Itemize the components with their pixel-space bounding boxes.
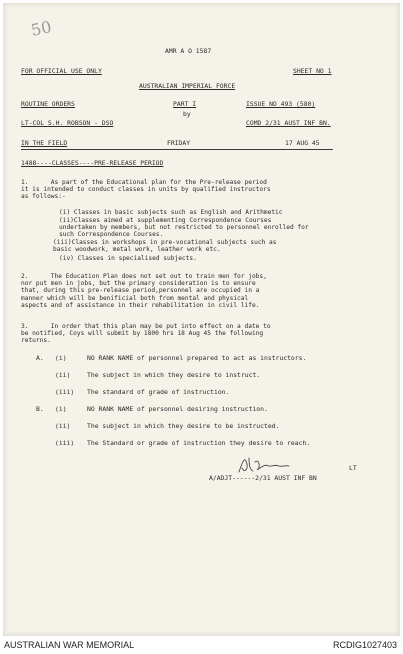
paragraph-2: 2. The Education Plan does not set out to train men for jobs, nor put men in jobs, but the primary consideration is to ensure that, during this pre-release period,personnel are occupied in a manner which will be benificial both from mental and physical aspects and of assistance in their rehabilitation in civil life. (21, 273, 267, 309)
archive-footer (0, 636, 403, 654)
signature-block: A/ADJT------2/31 AUST INF BN (209, 474, 317, 482)
footer-institution: AUSTRALIAN WAR MEMORIAL (4, 640, 135, 650)
location-label: IN THE FIELD (21, 139, 68, 147)
by-label: by (183, 110, 191, 118)
routine-orders-label: ROUTINE ORDERS (21, 100, 75, 108)
officer-name: LT-COL S.H. ROBSON - DSO (21, 119, 114, 127)
paragraph-3: 3. In order that this plan may be put into effect on a date to be notified, Coys will submit by 1800 hrs 18 Aug 45 the following returns. (21, 323, 271, 345)
part-label: PART I (173, 100, 197, 108)
footer-record-id: RCDIG1027403 (332, 640, 397, 650)
section-a-item-3-text: The standard of grade of instruction. (87, 388, 230, 396)
amr-reference: AMR A O 1587 (165, 47, 212, 55)
class-item-2-text: (ii)Classes aimed at supplementing Correspondence Courses undertaken by members, but not restricted to personnel enrolled for such Correspondence Courses. (59, 217, 309, 239)
paragraph-1: 1. As part of the Educational plan for the Pre-release period it is intended to conduct classes in units by qualified instructors as follows:- (21, 179, 271, 201)
section-b-item-1-num: (i) (55, 405, 67, 413)
section-b-item-2-text: The subject in which they desire to be instructed. (87, 422, 280, 430)
section-b-item-3-text: The Standard or grade of instruction they desire to reach. (87, 439, 311, 447)
class-item-4: (iv) Classes in specialised subjects. (59, 255, 197, 262)
section-a-label: A. (36, 354, 44, 362)
signature-rank: LT (349, 464, 357, 472)
class-item-3-text: (iii)Classes in workshops in pre-vocational subjects such as basic woodwork, metal work, leather work etc. (53, 239, 277, 254)
sheet-number: SHEET NO 1 (293, 67, 332, 75)
order-subject: 1488----CLASSES----PRE-RELEASE PERIOD (21, 159, 164, 167)
command-label: COMD 2/31 AUST INF BN. (246, 119, 331, 127)
section-a-item-3-num: (iii) (55, 388, 75, 396)
section-a-item-1-num: (i) (55, 354, 67, 362)
date-label: 17 AUG 45 (285, 139, 320, 147)
pencil-annotation: 50 (29, 17, 54, 40)
document-page (3, 3, 400, 636)
section-a-item-2-num: (ii) (55, 371, 71, 379)
class-item-2 (21, 217, 309, 239)
section-a-item-2-text: The subject in which they desire to instruct. (87, 371, 261, 379)
class-item-1: (i) Classes in basic subjects such as English and Arithmetic (59, 209, 283, 216)
handwritten-signature (235, 454, 293, 476)
issue-number: ISSUE NO 493 (580) (246, 100, 316, 108)
section-b-item-2-num: (ii) (55, 422, 71, 430)
section-b-item-3-num: (iii) (55, 439, 75, 447)
section-b-item-1-text: NO RANK NAME of personnel desiring instruction. (87, 405, 268, 413)
section-b-label: B. (36, 405, 44, 413)
force-heading: AUSTRALIAN IMPERIAL FORCE (139, 82, 236, 90)
header-rule (21, 149, 333, 150)
day-label: FRIDAY (167, 139, 191, 147)
class-item-3 (21, 239, 277, 253)
section-a-item-1-text: NO RANK NAME of personnel prepared to act as instructors. (87, 354, 307, 362)
official-use-label: FOR OFFICIAL USE ONLY (21, 67, 102, 75)
